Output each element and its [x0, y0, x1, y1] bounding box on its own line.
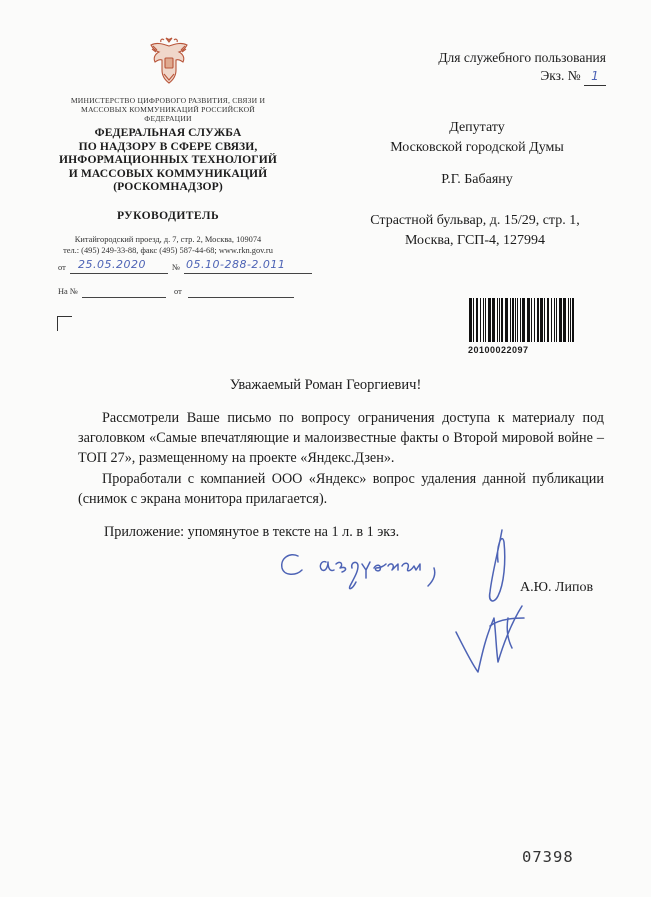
agency-address-line: Китайгородский проезд, д. 7, стр. 2, Москва, 109074	[74, 235, 262, 244]
coat-of-arms-emblem	[147, 36, 191, 86]
barcode-bar	[497, 298, 498, 342]
body-paragraph-1: Рассмотрели Ваше письмо по вопросу ограничения доступа к материалу под заголовком «Самые впечатляющие и малоизвестные факты о Второй мировой войне – ТОП 27», размещенному на проекте «Яндекс.Дзен».	[78, 410, 604, 466]
barcode-bar	[505, 298, 508, 342]
signature-image	[452, 522, 534, 682]
body-paragraph-2: Проработали с компанией ООО «Яндекс» вопрос удаления данной публикации (снимок с экрана монитора прилагается).	[78, 471, 604, 507]
document-serial-number: 07398	[522, 848, 574, 866]
ref-no-label: На №	[58, 287, 78, 296]
addressee-address	[338, 211, 612, 251]
ministry-name: МИНИСТЕРСТВО ЦИФРОВОГО РАЗВИТИЯ, СВЯЗИ И МАССОВЫХ КОММУНИКАЦИЙ РОССИЙСКОЙ ФЕДЕРАЦИИ	[70, 96, 266, 123]
barcode-bar	[527, 298, 530, 342]
addressee-title: Депутату	[449, 120, 505, 135]
signer-name: А.Ю. Липов	[520, 580, 594, 595]
agency-name-line: ИНФОРМАЦИОННЫХ ТЕХНОЛОГИЙ	[59, 153, 277, 166]
outgoing-registration-row	[58, 258, 318, 275]
barcode-bar	[559, 298, 562, 342]
reg-number-handwritten: 05.10-288-2.011	[186, 258, 286, 271]
barcode-bar	[522, 298, 525, 342]
ref-from-label: от	[174, 287, 182, 296]
barcode-bar	[476, 298, 478, 342]
barcode-bar	[534, 298, 535, 342]
barcode-bar	[540, 298, 543, 342]
classification-block	[394, 49, 606, 86]
agency-name-line: ПО НАДЗОРУ В СФЕРЕ СВЯЗИ,	[78, 139, 258, 153]
reg-date-handwritten: 25.05.2020	[78, 258, 146, 271]
barcode-bar	[483, 298, 484, 342]
attachment-note: Приложение: упомянутое в тексте на 1 л. в 1 экз.	[104, 524, 400, 540]
corner-mark	[57, 316, 72, 331]
barcode-bar	[554, 298, 555, 342]
reference-registration-row	[58, 285, 318, 299]
barcode-bar	[488, 298, 491, 342]
barcode-bar	[515, 298, 516, 342]
addressee-organization: Московской городской Думы	[390, 140, 564, 155]
copy-label: Экз. №	[540, 68, 581, 83]
barcode-bar	[517, 298, 518, 342]
barcode-bar	[570, 298, 571, 342]
agency-name-line: (РОСКОМНАДЗОР)	[113, 180, 223, 193]
barcode-bar	[520, 298, 521, 342]
copy-number-handwritten: 1	[584, 67, 606, 86]
barcode-bar	[544, 298, 545, 342]
agency-name-line: И МАССОВЫХ КОММУНИКАЦИЙ	[68, 166, 268, 180]
barcode-bar	[531, 298, 532, 342]
barcode-bar	[485, 298, 486, 342]
addressee-street: Страстной бульвар, д. 15/29, стр. 1,	[370, 213, 580, 228]
greeting: Уважаемый Роман Георгиевич!	[229, 377, 422, 393]
reg-no-label: №	[172, 263, 180, 272]
agency-address	[44, 235, 292, 256]
barcode-bar	[551, 298, 552, 342]
barcode-bar	[501, 298, 503, 342]
barcode-bar	[480, 298, 481, 342]
addressee-block	[352, 118, 602, 158]
handwritten-regards-image	[270, 538, 470, 598]
reg-from-label: от	[58, 263, 66, 272]
barcode-bar	[469, 298, 472, 342]
barcode-bar	[499, 298, 500, 342]
copy-number-row	[394, 67, 606, 86]
agency-name	[52, 126, 284, 194]
barcode-bar	[473, 298, 474, 342]
barcode-bar	[563, 298, 566, 342]
barcode-bar	[572, 298, 574, 342]
barcode-bar	[510, 298, 511, 342]
barcode-bar	[537, 298, 539, 342]
agency-name-line: ФЕДЕРАЛЬНАЯ СЛУЖБА	[94, 126, 242, 139]
addressee-name: Р.Г. Бабаяну	[441, 172, 513, 187]
barcode-bar	[512, 298, 514, 342]
agency-contacts-line: тел.: (495) 249-33-88, факс (495) 587-44-68; www.rkn.gov.ru	[63, 245, 273, 255]
classification-label: Для служебного пользования	[438, 50, 606, 65]
ref-number-line	[82, 285, 166, 298]
head-title: РУКОВОДИТЕЛЬ	[116, 209, 220, 222]
barcode-bar	[547, 298, 549, 342]
barcode-bar	[492, 298, 495, 342]
addressee-city: Москва, ГСП-4, 127994	[404, 233, 546, 248]
barcode-image	[468, 298, 578, 342]
barcode-bar	[568, 298, 569, 342]
barcode-bar	[556, 298, 557, 342]
barcode-number: 20100022097	[468, 345, 529, 355]
ref-date-line	[188, 285, 294, 298]
